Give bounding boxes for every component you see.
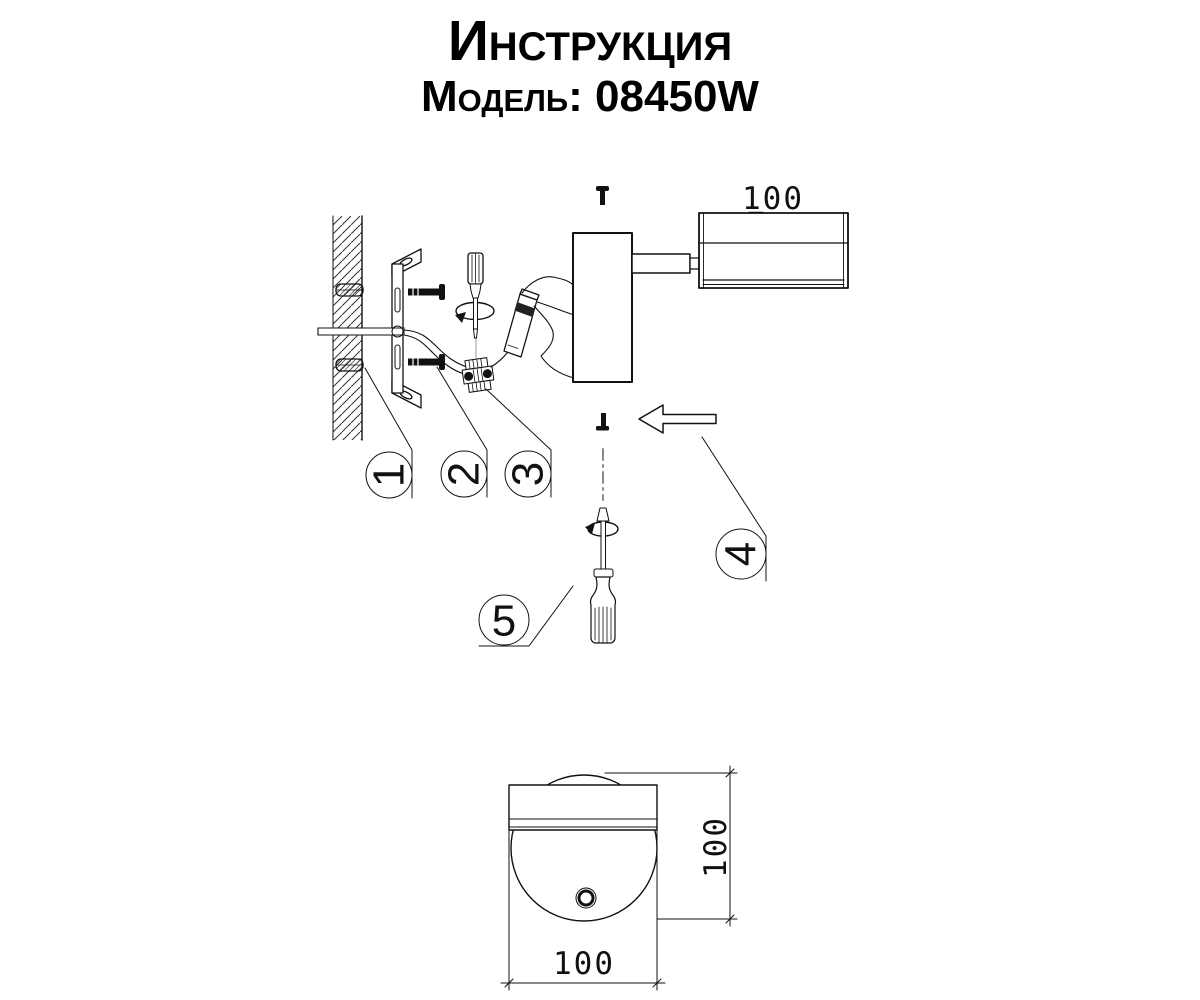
arrow-left-icon (639, 405, 716, 433)
dim-label-shade: 100 (742, 181, 804, 217)
callout-3 (504, 451, 553, 497)
callout-leaders (365, 367, 766, 646)
dim-label-bottom-width: 100 (553, 946, 615, 982)
screwdriver-main (585, 508, 618, 643)
lamp-arm (632, 254, 701, 273)
screwdriver-wiring (455, 253, 494, 358)
wall-anchor-bottom (336, 359, 363, 371)
dim-label-side-height: 100 (698, 816, 734, 878)
mounting-screw-bottom (408, 354, 445, 370)
screw-bottom (596, 413, 609, 431)
page-title: Инструкция (447, 9, 733, 73)
callout-1-label: 1 (364, 462, 414, 488)
lamp-body (573, 233, 632, 382)
callout-4-label: 4 (716, 541, 766, 567)
mounting-screw-top (408, 284, 445, 300)
callout-5 (479, 595, 529, 646)
callout-4 (716, 529, 766, 579)
shade-screw-hole (576, 888, 596, 908)
terminal-block (461, 357, 495, 393)
lamp-shade (699, 213, 848, 288)
callout-1 (365, 452, 414, 498)
backplate-top-view (509, 785, 657, 830)
callout-5-label: 5 (491, 596, 517, 646)
connector-box (504, 289, 539, 357)
callout-3-label: 3 (503, 461, 553, 487)
callout-2-label: 2 (439, 461, 489, 487)
wall-anchor-top (336, 284, 363, 296)
callout-2 (440, 451, 489, 497)
lamp-wires (491, 277, 574, 378)
dimension-shade-length (742, 181, 804, 217)
model-subtitle: Модель: 08450W (421, 71, 759, 121)
bottom-view (501, 766, 737, 990)
screw-top (596, 186, 609, 205)
